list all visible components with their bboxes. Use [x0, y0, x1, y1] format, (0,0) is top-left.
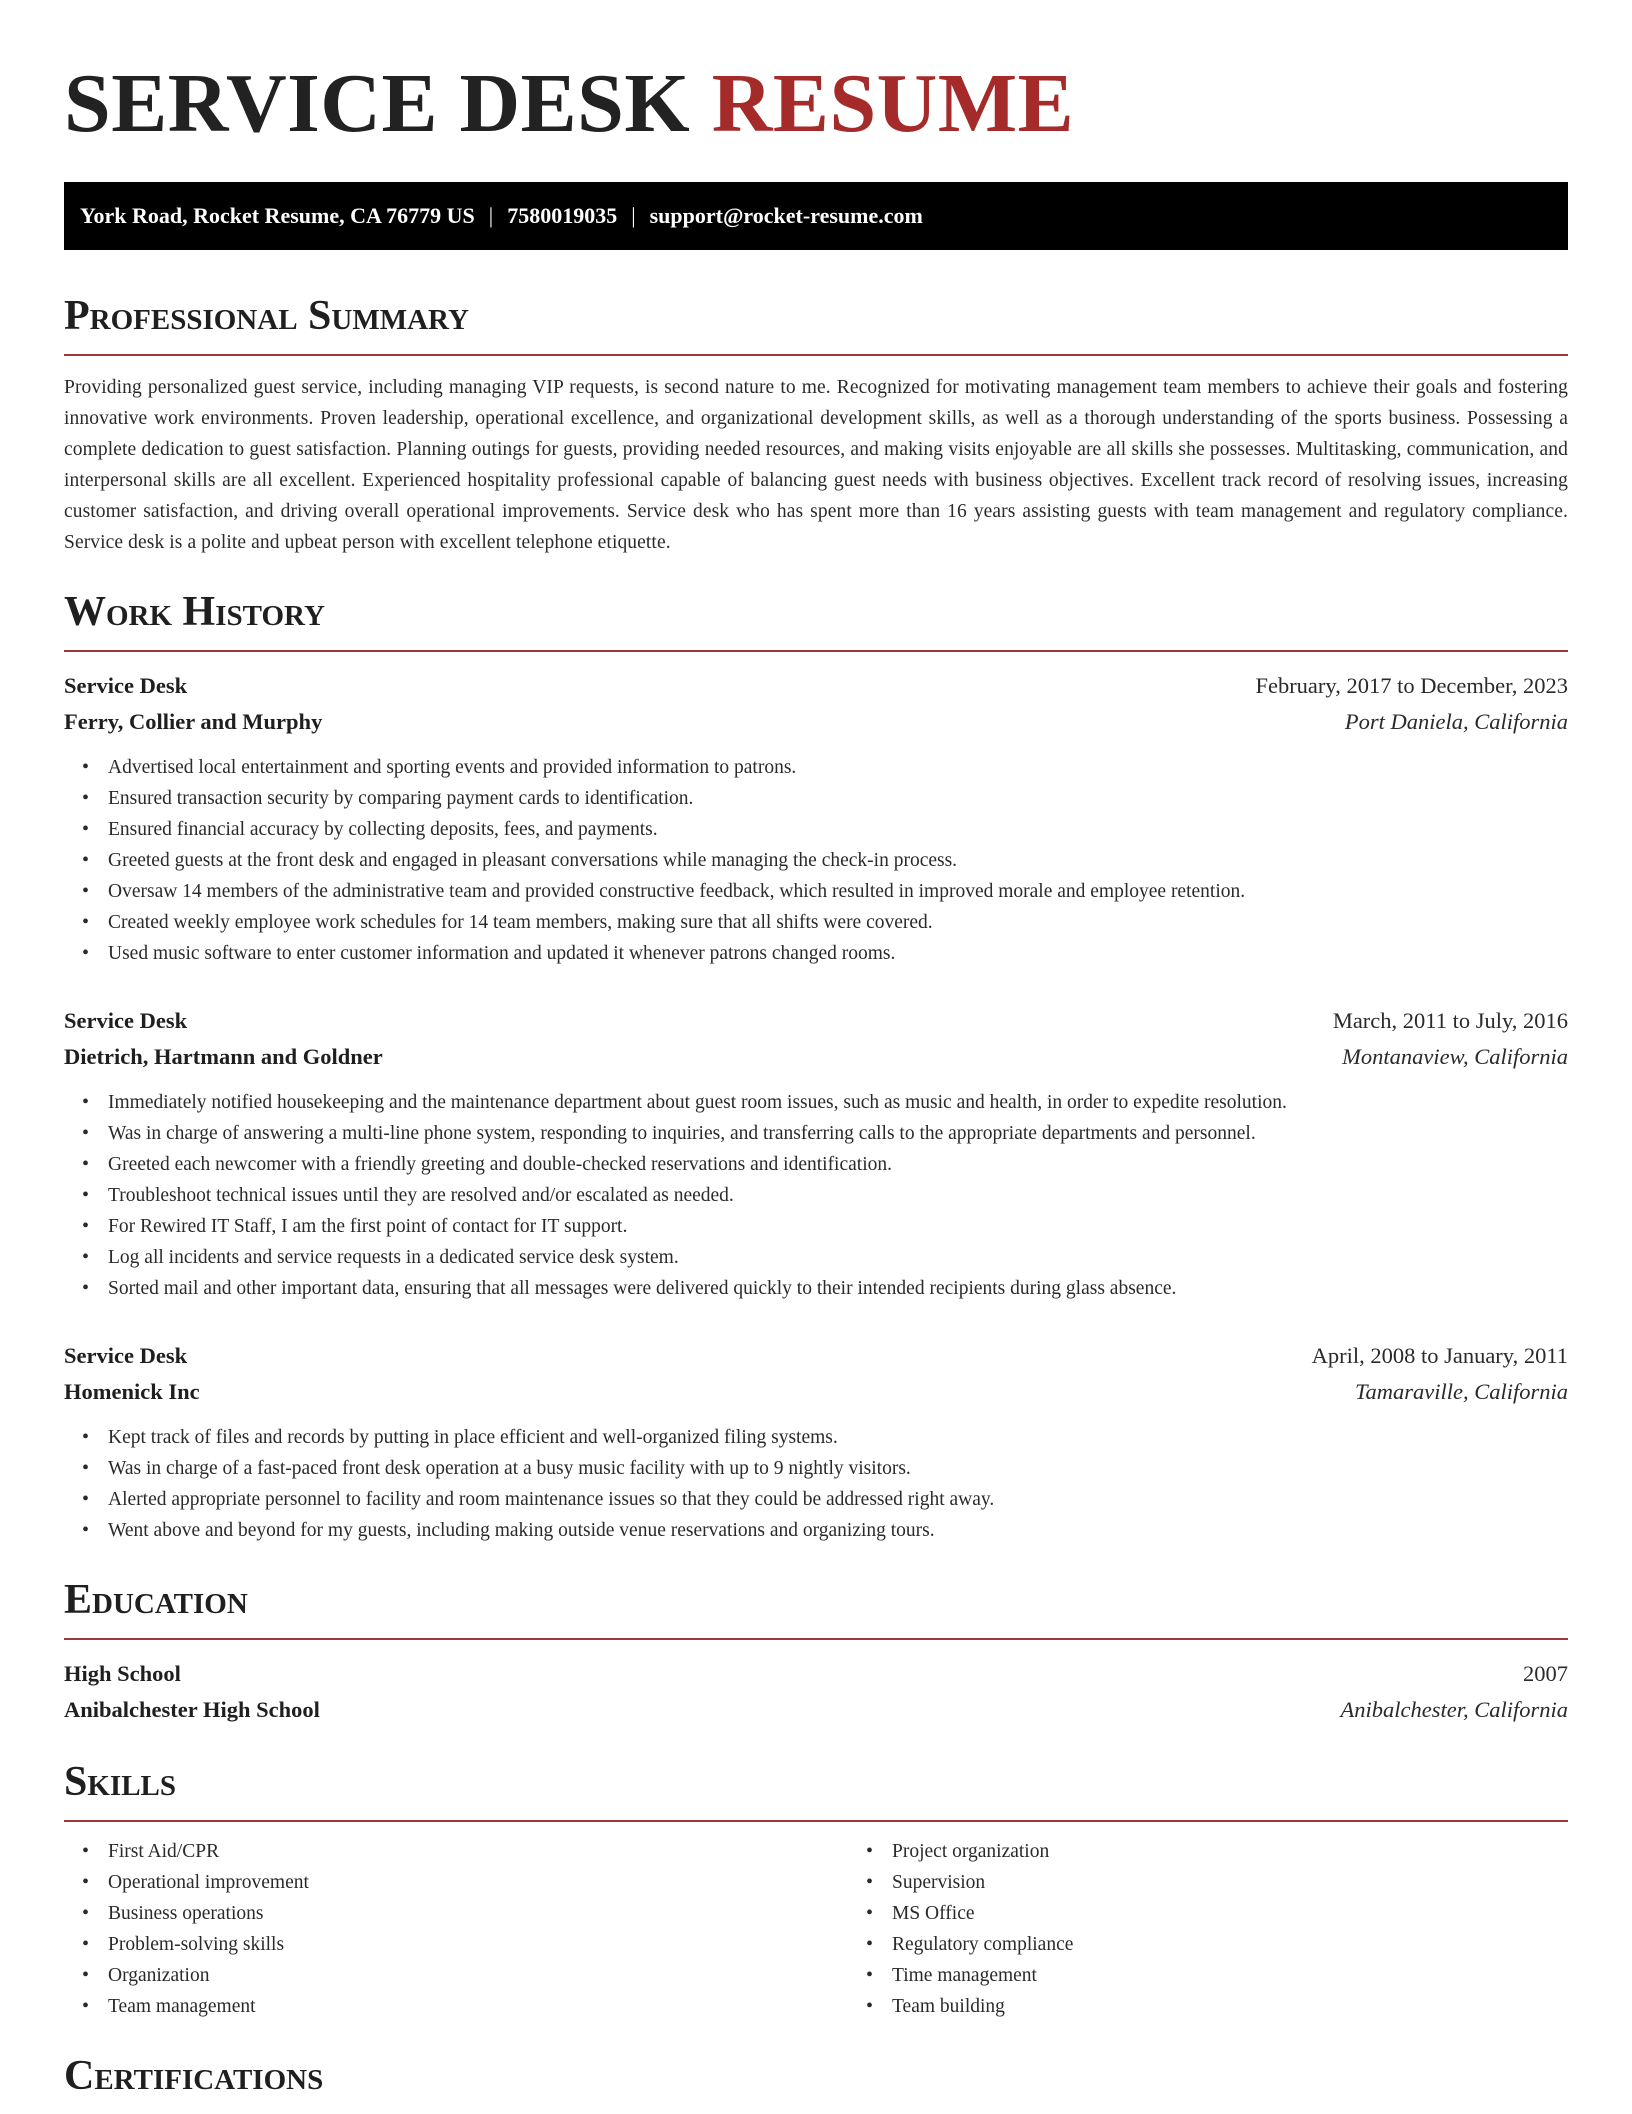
skill-item: • Time management: [892, 1960, 1632, 1991]
job-duty-item: • For Rewired IT Staff, I am the first point of contact for IT support.: [108, 1211, 1568, 1242]
skill-item: • Business operations: [108, 1898, 848, 1929]
job-title: Service Desk: [64, 1343, 188, 1368]
job-duty-item: • Used music software to enter customer information and updated it whenever patrons changed rooms.: [108, 938, 1568, 969]
job-duty-item: • Immediately notified housekeeping and the maintenance department about guest room issues, such as music and health, in order to expedite resolution.: [108, 1087, 1568, 1118]
job-duties-list: [64, 1087, 1568, 1304]
job-dates: April, 2008 to January, 2011: [1311, 1343, 1568, 1368]
education-entry: [64, 1656, 1568, 1728]
section-heading-certifications: Certifications: [64, 2053, 324, 2099]
skill-item: • Regulatory compliance: [892, 1929, 1632, 1960]
job-duty-item: • Sorted mail and other important data, ensuring that all messages were delivered quickly to their intended recipients during glass absence.: [108, 1273, 1568, 1304]
skill-item: • MS Office: [892, 1898, 1632, 1929]
job-duty-item: • Ensured transaction security by comparing payment cards to identification.: [108, 783, 1568, 814]
job-location: Port Daniela, California: [1344, 709, 1568, 734]
job-duty-item: • Greeted each newcomer with a friendly greeting and double-checked reservations and identification.: [108, 1149, 1568, 1180]
contact-bar: [64, 182, 1568, 250]
skills-column-left: [64, 1836, 848, 2022]
job-duty-item: • Troubleshoot technical issues until they are resolved and/or escalated as needed.: [108, 1180, 1568, 1211]
job-entry: [64, 1003, 1568, 1304]
contact-email[interactable]: support@rocket-resume.com: [649, 203, 923, 228]
job-entry: [64, 1338, 1568, 1546]
education-year: 2007: [1523, 1661, 1568, 1686]
job-duty-item: • Oversaw 14 members of the administrative team and provided constructive feedback, which resulted in improved morale and employee retention.: [108, 876, 1568, 907]
title-accent: RESUME: [711, 57, 1075, 150]
job-duties-list: [64, 752, 1568, 969]
contact-phone[interactable]: 7580019035: [507, 203, 618, 228]
contact-separator: |: [488, 203, 494, 228]
job-duty-item: • Greeted guests at the front desk and engaged in pleasant conversations while managing the check-in process.: [108, 845, 1568, 876]
job-title: Service Desk: [64, 1008, 188, 1033]
section-heading-education: Education: [64, 1576, 1568, 1640]
job-duty-item: • Advertised local entertainment and sporting events and provided information to patrons.: [108, 752, 1568, 783]
work-history-list: [64, 668, 1568, 1546]
job-location: Tamaraville, California: [1355, 1379, 1568, 1404]
job-duty-item: • Went above and beyond for my guests, including making outside venue reservations and organizing tours.: [108, 1515, 1568, 1546]
job-dates: March, 2011 to July, 2016: [1332, 1008, 1568, 1033]
skill-item: • Team management: [108, 1991, 848, 2022]
section-heading-summary: Professional Summary: [64, 292, 1568, 356]
contact-separator: |: [631, 203, 636, 228]
skill-item: • Organization: [108, 1960, 848, 1991]
education-school: Anibalchester High School: [64, 1697, 320, 1722]
resume-title: [64, 58, 1568, 150]
job-duty-item: • Ensured financial accuracy by collecting deposits, fees, and payments.: [108, 814, 1568, 845]
skill-item: • First Aid/CPR: [108, 1836, 848, 1867]
section-heading-work-history: Work History: [64, 588, 1568, 652]
skill-item: • Operational improvement: [108, 1867, 848, 1898]
job-company: Homenick Inc: [64, 1379, 200, 1404]
summary-text: Providing personalized guest service, including managing VIP requests, is second nature to me. Recognized for motivating management team members to achieve their goals and fostering innovative work environments. Proven leadership, operational excellence, and organizational development skills, as well as a thorough understanding of the sports business. Possessing a complete dedication to guest satisfaction. Planning outings for guests, providing needed resources, and making visits enjoyable are all skills she possesses. Multitasking, communication, and interpersonal skills are all excellent. Experienced hospitality professional capable of balancing guest needs with business objectives. Excellent track record of resolving issues, increasing customer satisfaction, and driving overall operational improvements. Service desk who has spent more than 16 years assisting guests with team management and regulatory compliance. Service desk is a polite and upbeat person with excellent telephone etiquette.: [64, 377, 1568, 553]
job-entry: [64, 668, 1568, 969]
job-duties-list: [64, 1422, 1568, 1546]
title-main: SERVICE DESK: [64, 57, 691, 150]
contact-address: York Road, Rocket Resume, CA 76779 US: [80, 203, 475, 228]
job-title: Service Desk: [64, 673, 188, 698]
resume-page: [64, 0, 1568, 2114]
skill-item: • Project organization: [892, 1836, 1632, 1867]
skill-item: • Problem-solving skills: [108, 1929, 848, 1960]
job-duty-item: • Was in charge of a fast-paced front desk operation at a busy music facility with up to 9 nightly visitors.: [108, 1453, 1568, 1484]
job-duty-item: • Created weekly employee work schedules for 14 team members, making sure that all shifts were covered.: [108, 907, 1568, 938]
education-degree: High School: [64, 1661, 181, 1686]
job-duty-item: • Alerted appropriate personnel to facility and room maintenance issues so that they could be addressed right away.: [108, 1484, 1568, 1515]
skill-item: • Supervision: [892, 1867, 1632, 1898]
job-duty-item: • Was in charge of answering a multi-line phone system, responding to inquiries, and transferring calls to the appropriate departments and personnel.: [108, 1118, 1568, 1149]
education-location: Anibalchester, California: [1340, 1697, 1568, 1722]
job-duty-item: • Log all incidents and service requests in a dedicated service desk system.: [108, 1242, 1568, 1273]
skills-column-right: [848, 1836, 1632, 2022]
job-location: Montanaview, California: [1342, 1044, 1568, 1069]
job-company: Dietrich, Hartmann and Goldner: [64, 1044, 383, 1069]
job-dates: February, 2017 to December, 2023: [1255, 673, 1568, 698]
skill-item: • Team building: [892, 1991, 1632, 2022]
section-heading-skills: Skills: [64, 1758, 1568, 1822]
skills-list: [64, 1836, 1568, 2022]
job-company: Ferry, Collier and Murphy: [64, 709, 323, 734]
job-duty-item: • Kept track of files and records by putting in place efficient and well-organized filing systems.: [108, 1422, 1568, 1453]
